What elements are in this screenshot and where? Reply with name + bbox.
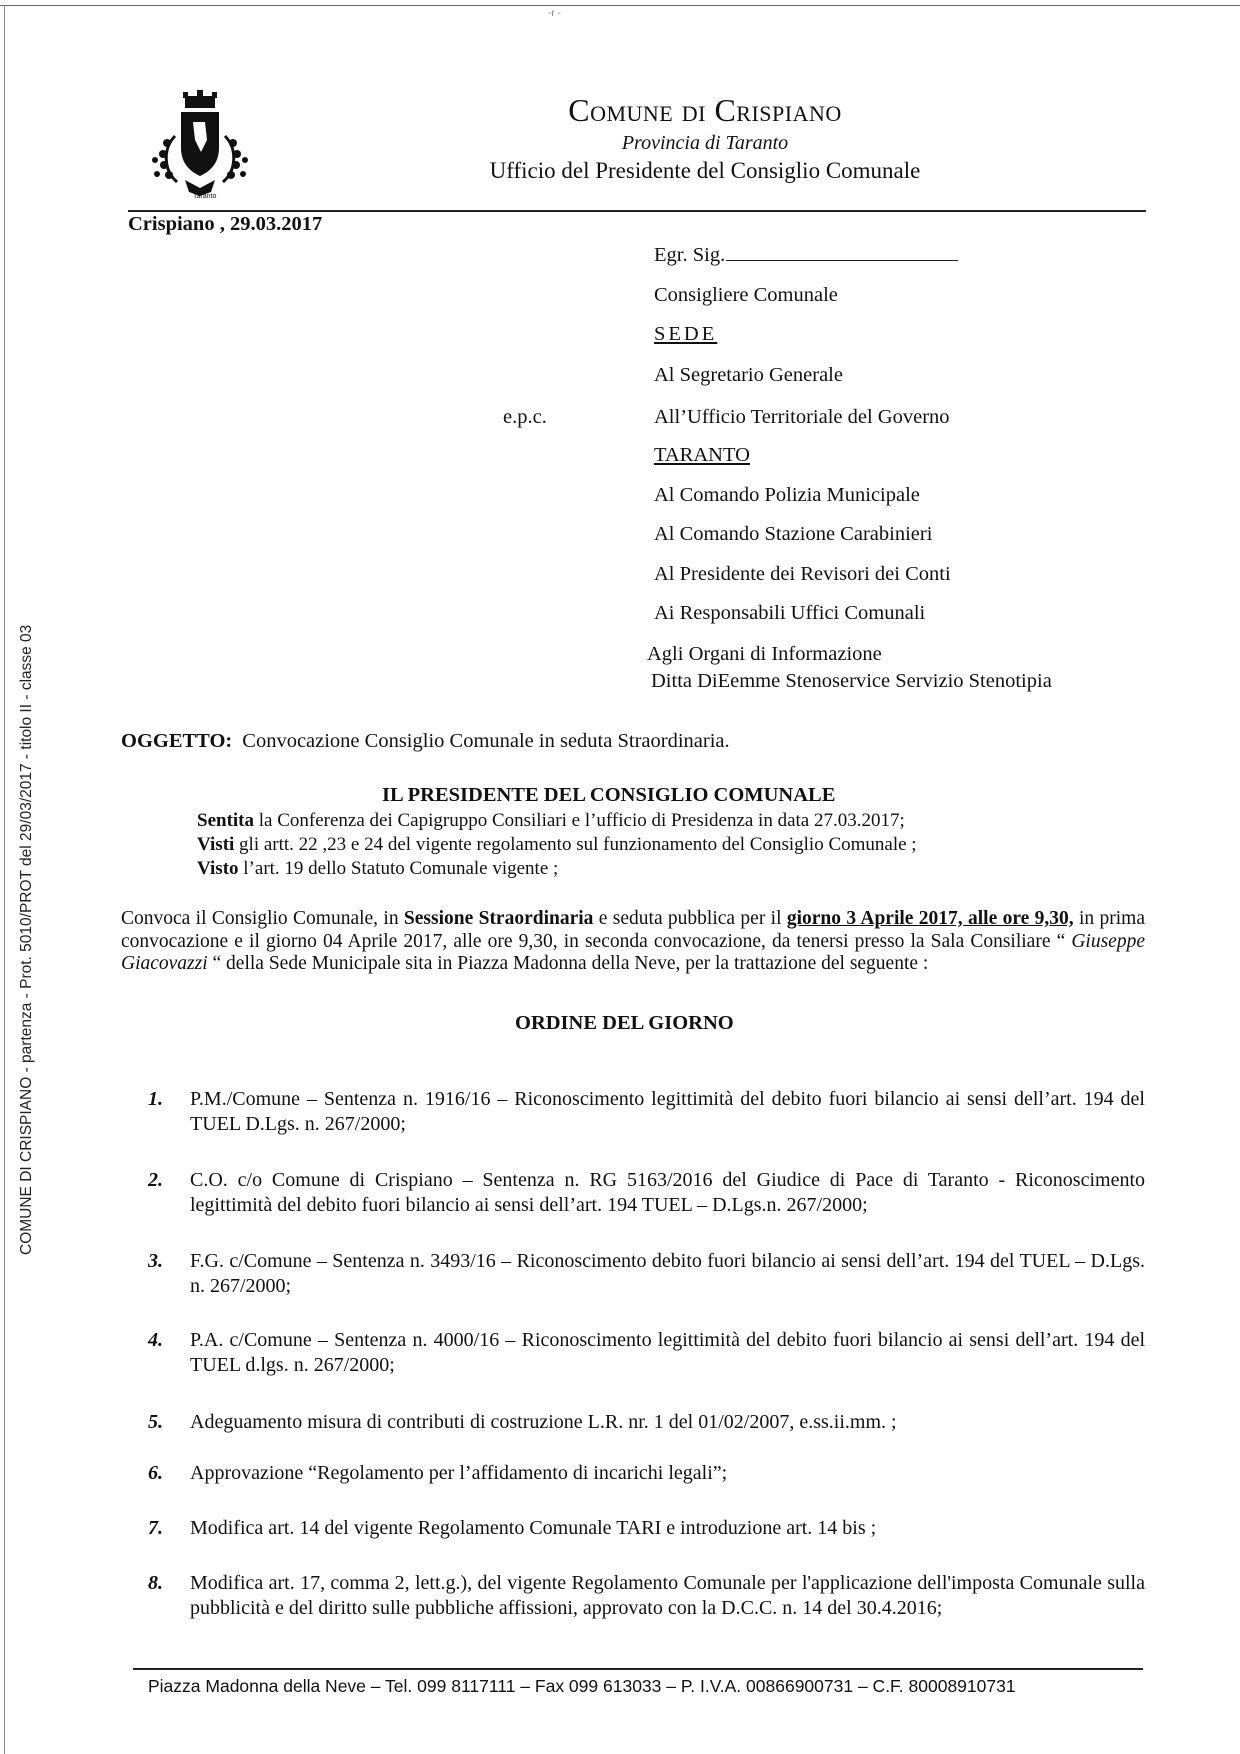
recipient-egr-label: Egr. Sig. xyxy=(654,244,726,266)
protocol-stamp: COMUNE DI CRISPIANO - partenza - Prot. 5010/PROT del 29/03/2017 - titolo II - classe 03 xyxy=(18,624,35,1255)
agenda-item-number: 4. xyxy=(148,1329,163,1351)
preamble-keyword: Visto xyxy=(197,858,239,879)
subject-label: OGGETTO: xyxy=(121,730,233,752)
recipient-polizia: Al Comando Polizia Municipale xyxy=(654,484,920,506)
emblem-text: Taranto xyxy=(193,193,217,200)
agenda-item xyxy=(148,1516,1148,1541)
agenda-item xyxy=(148,1087,1148,1137)
agenda-item-text: Adeguamento misura di contributi di costruzione L.R. nr. 1 del 01/02/2007, e.ss.ii.mm. ; xyxy=(190,1411,897,1433)
preamble-line xyxy=(197,834,917,856)
agenda-item-number: 5. xyxy=(148,1411,163,1433)
agenda-item-text: Approvazione “Regolamento per l’affidamento di incarichi legali”; xyxy=(190,1462,728,1484)
agenda-item-number: 8. xyxy=(148,1572,163,1594)
place-date: Crispiano , 29.03.2017 xyxy=(128,213,323,235)
convocation-text: “ della Sede Municipale sita in Piazza Madonna della Neve, per la trattazione del seguente : xyxy=(207,953,929,974)
agenda-item-number: 2. xyxy=(148,1169,163,1191)
agenda-item-text: C.O. c/o Comune di Crispiano – Sentenza n. RG 5163/2016 del Giudice di Pace di Taranto - Riconoscimento legittimità del debito fuori bilancio ai sensi dell’art. 194 TUEL – D.Lgs.n. 267/2000; xyxy=(190,1169,1145,1216)
agenda-item-text: Modifica art. 14 del vigente Regolamento Comunale TARI e introduzione art. 14 bis ; xyxy=(190,1517,877,1539)
agenda-item-number: 3. xyxy=(148,1250,163,1272)
presidente-heading: IL PRESIDENTE DEL CONSIGLIO COMUNALE xyxy=(382,784,836,806)
scan-mark: -r - xyxy=(548,8,561,19)
agenda-item xyxy=(148,1461,1148,1486)
convocation-text: Convoca il Consiglio Comunale, in xyxy=(121,908,404,929)
scan-frame-top xyxy=(0,5,1240,6)
convocation-paragraph xyxy=(121,908,1145,976)
scan-frame-left xyxy=(4,5,5,1754)
preamble-keyword: Sentita xyxy=(197,810,254,831)
ufficio: Ufficio del Presidente del Consiglio Comunale xyxy=(489,158,921,183)
footer-divider xyxy=(133,1668,1143,1670)
recipient-sede: SEDE xyxy=(654,323,718,345)
recipient-egr xyxy=(654,244,958,267)
agenda-item xyxy=(148,1249,1148,1299)
subject-line xyxy=(121,730,730,753)
epc-label: e.p.c. xyxy=(503,406,547,428)
provincia: Provincia di Taranto xyxy=(621,132,789,154)
preamble-text: la Conferenza dei Capigruppo Consiliari e l’ufficio di Presidenza in data 27.03.2017; xyxy=(254,810,905,831)
recipient-name-blank xyxy=(726,246,958,261)
agenda-heading: ORDINE DEL GIORNO xyxy=(515,1012,734,1034)
recipient-revisori: Al Presidente dei Revisori dei Conti xyxy=(654,563,951,585)
recipient-responsabili: Ai Responsabili Uffici Comunali xyxy=(654,602,926,624)
recipient-consigliere: Consigliere Comunale xyxy=(654,284,838,306)
agenda-item xyxy=(148,1410,1148,1435)
footer-contacts: Piazza Madonna della Neve – Tel. 099 8117111 – Fax 099 613033 – P. I.V.A. 00866900731 – C.F. 80008910731 xyxy=(148,1676,1016,1696)
recipient-carabinieri: Al Comando Stazione Carabinieri xyxy=(654,523,933,545)
header-divider xyxy=(128,210,1146,212)
preamble-keyword: Visti xyxy=(197,834,235,855)
recipient-taranto: TARANTO xyxy=(654,444,750,466)
agenda-item-text: F.G. c/Comune – Sentenza n. 3493/16 – Riconoscimento debito fuori bilancio ai sensi dell’art. 194 del TUEL – D.Lgs. n. 267/2000; xyxy=(190,1250,1145,1297)
comune-name: Comune di Crispiano xyxy=(568,92,842,128)
convocation-text: in prima convocazione e il giorno 04 Aprile 2017, alle ore 9,30, in seconda convocazione, da tenersi presso la Sala Consiliare “ xyxy=(121,908,1145,952)
agenda-item xyxy=(148,1328,1148,1378)
agenda-item-text: P.M./Comune – Sentenza n. 1916/16 – Riconoscimento legittimità del debito fuori bilancio ai sensi dell’art. 194 del TUEL D.Lgs. n. 267/2000; xyxy=(190,1088,1145,1135)
letterhead xyxy=(440,90,970,186)
preamble-line xyxy=(197,858,558,880)
recipient-organi: Agli Organi di Informazione xyxy=(647,643,882,665)
agenda-item-number: 1. xyxy=(148,1088,163,1110)
session-type: Sessione Straordinaria xyxy=(403,908,594,929)
agenda-item-text: P.A. c/Comune – Sentenza n. 4000/16 – Riconoscimento legittimità del debito fuori bilancio ai sensi dell’art. 194 del TUEL d.lgs. n. 267/2000; xyxy=(190,1329,1145,1376)
subject-text: Convocazione Consiglio Comunale in seduta Straordinaria. xyxy=(242,730,730,752)
recipient-ditta: Ditta DiEemme Stenoservice Servizio Stenotipia xyxy=(651,670,1052,692)
preamble-text: gli artt. 22 ,23 e 24 del vigente regolamento sul funzionamento del Consiglio Comunale ; xyxy=(234,834,917,855)
meeting-date: giorno 3 Aprile 2017, alle ore 9,30, xyxy=(786,908,1074,929)
preamble-line xyxy=(197,810,905,832)
recipient-segretario: Al Segretario Generale xyxy=(654,364,843,386)
agenda-item-number: 7. xyxy=(148,1517,163,1539)
agenda-item-text: Modifica art. 17, comma 2, lett.g.), del vigente Regolamento Comunale per l'applicazione dell'imposta Comunale sulla pubblicità e del diritto sulle pubbliche affissioni, approvato con la D.C.C. n. 14 del 30.4.2016; xyxy=(190,1572,1145,1619)
agenda-item xyxy=(148,1571,1148,1621)
convocation-text: e seduta pubblica per il xyxy=(593,908,787,929)
crispiano-coat-of-arms-icon xyxy=(145,88,255,200)
agenda-item xyxy=(148,1168,1148,1218)
hall-name: Giuseppe Giacovazzi xyxy=(121,930,1145,974)
recipient-ufficio-territoriale: All’Ufficio Territoriale del Governo xyxy=(654,406,950,428)
agenda-item-number: 6. xyxy=(148,1462,163,1484)
preamble-text: l’art. 19 dello Statuto Comunale vigente ; xyxy=(238,858,559,879)
